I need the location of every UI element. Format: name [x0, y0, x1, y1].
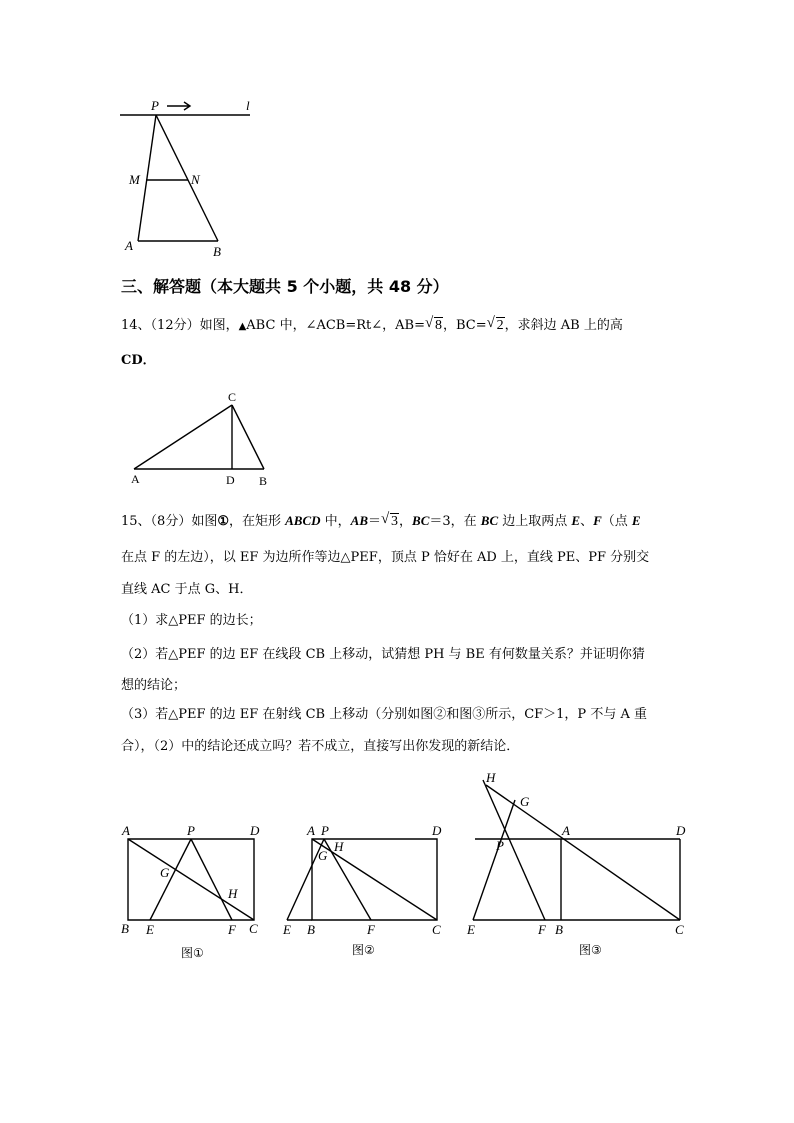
label-C: C [249, 921, 258, 936]
label-B: B [121, 921, 129, 936]
q15-sub2a: （2）若△PEF 的边 EF 在线段 CB 上移动，试猜想 PH 与 BE 有何数量关系？并证明你猜 [121, 647, 645, 662]
label-C: C [675, 922, 684, 937]
label-E: E [283, 922, 291, 937]
q15-ABCD: ABCD [285, 513, 321, 528]
q15-dun: 、 [580, 514, 594, 529]
segment-PB [156, 115, 218, 241]
q14-bc-label: ，BC= [442, 318, 487, 333]
q15-t4: 边上取两点 [498, 514, 572, 529]
q15-t5: （点 [601, 514, 632, 529]
caption-fig3: 图③ [579, 943, 602, 957]
label-A: A [307, 823, 315, 838]
q15-line3: 直线 AC 于点 G、H． [121, 582, 253, 597]
label-l: l [246, 98, 250, 113]
label-F: F [367, 922, 375, 937]
q14-triangle-icon: ▲ [238, 321, 247, 332]
figure-q14 [125, 388, 275, 488]
label-B: B [555, 922, 563, 937]
label-A: A [131, 472, 140, 486]
q15-t1: ，在矩形 [228, 514, 286, 529]
segment-AC [128, 839, 254, 920]
figure-top [115, 95, 265, 260]
segment-PE [150, 839, 191, 920]
label-D: D [226, 473, 235, 487]
label-H: H [334, 839, 344, 854]
label-D: D [432, 823, 442, 838]
q15-eq1: ＝ [368, 514, 382, 529]
q15-sub1: （1）求△PEF 的边长； [121, 613, 262, 628]
section-title: 三、解答题（本大题共 5 个小题，共 48 分） [121, 277, 449, 296]
q15-F: F [593, 513, 602, 528]
label-M: M [129, 172, 140, 187]
label-D: D [676, 823, 686, 838]
label-P: P [151, 98, 159, 113]
segment-AC [134, 405, 232, 469]
sqrt-icon: √ [381, 511, 390, 527]
q14-line2: CD． [121, 353, 156, 368]
q14-ab-radicand: 8 [434, 318, 442, 333]
label-A: A [562, 823, 570, 838]
q14-prefix: 14、（12分）如图， [121, 318, 239, 333]
sqrt-icon: √ [486, 315, 495, 331]
label-F: F [538, 922, 546, 937]
arrow-right-icon [167, 102, 190, 110]
label-P: P [187, 823, 195, 838]
q15-circle1: ① [217, 514, 229, 529]
label-G: G [520, 794, 530, 809]
label-C: C [228, 390, 237, 404]
q15-t2: 中， [320, 514, 351, 529]
q14-tail: ，求斜边 AB 上的高 [504, 318, 623, 333]
q14-bc-radicand: 2 [496, 318, 504, 333]
q15-radicand: 3 [391, 514, 399, 529]
label-P: P [496, 838, 504, 853]
caption-fig1: 图① [181, 946, 204, 960]
label-A: A [122, 823, 130, 838]
label-H: H [228, 886, 238, 901]
q15-eq2: ＝3，在 [429, 514, 481, 529]
label-N: N [191, 172, 200, 187]
q15-sub3a: （3）若△PEF 的边 EF 在射线 CB 上移动（分别如图②和图③所示，CF＞1，P 不与 A 重 [121, 707, 647, 722]
q15-sqrt3 [381, 512, 399, 531]
label-F: F [228, 922, 236, 937]
segment-PA [138, 115, 156, 241]
q15-line1 [121, 512, 641, 531]
segment-PF [324, 839, 371, 920]
segment-PE [473, 800, 515, 920]
label-E: E [467, 922, 475, 937]
q15-BC: BC [412, 513, 430, 528]
q14-line1 [121, 316, 623, 336]
label-C: C [432, 922, 441, 937]
label-G: G [318, 848, 328, 863]
q15-prefix: 15、（8分）如图 [121, 514, 218, 529]
figure-2 [280, 820, 455, 965]
q15-E2: E [631, 513, 641, 528]
label-B: B [259, 474, 268, 488]
figure-3 [460, 765, 700, 965]
label-P: P [321, 823, 329, 838]
q15-sub3b: 合），（2）中的结论还成立吗？若不成立，直接写出你发现的新结论． [121, 739, 520, 754]
segment-CB [232, 405, 264, 469]
q15-AB: AB [350, 513, 369, 528]
label-B: B [213, 244, 221, 259]
q14-sqrt-ab [425, 316, 443, 335]
label-H: H [486, 770, 496, 785]
figure-1 [115, 820, 275, 965]
q15-sub2b: 想的结论； [121, 678, 187, 693]
q15-t3: ， [399, 514, 413, 529]
caption-fig2: 图② [352, 943, 375, 957]
segment-PF [191, 839, 232, 920]
sqrt-icon: √ [424, 315, 434, 331]
label-E: E [146, 922, 154, 937]
q14-sqrt-bc [487, 316, 505, 335]
q15-E: E [571, 513, 581, 528]
label-D: D [250, 823, 260, 838]
q15-BC2: BC [480, 513, 499, 528]
q15-line2: 在点 F 的左边），以 EF 为边所作等边△PEF，顶点 P 恰好在 AD 上，直线 PE、PF 分别交 [121, 550, 650, 565]
q14-triangle: ABC [246, 318, 276, 333]
label-G: G [160, 865, 170, 880]
label-A: A [125, 238, 133, 253]
q14-mid: 中，∠ACB=Rt∠，AB= [275, 318, 425, 333]
label-B: B [307, 922, 315, 937]
